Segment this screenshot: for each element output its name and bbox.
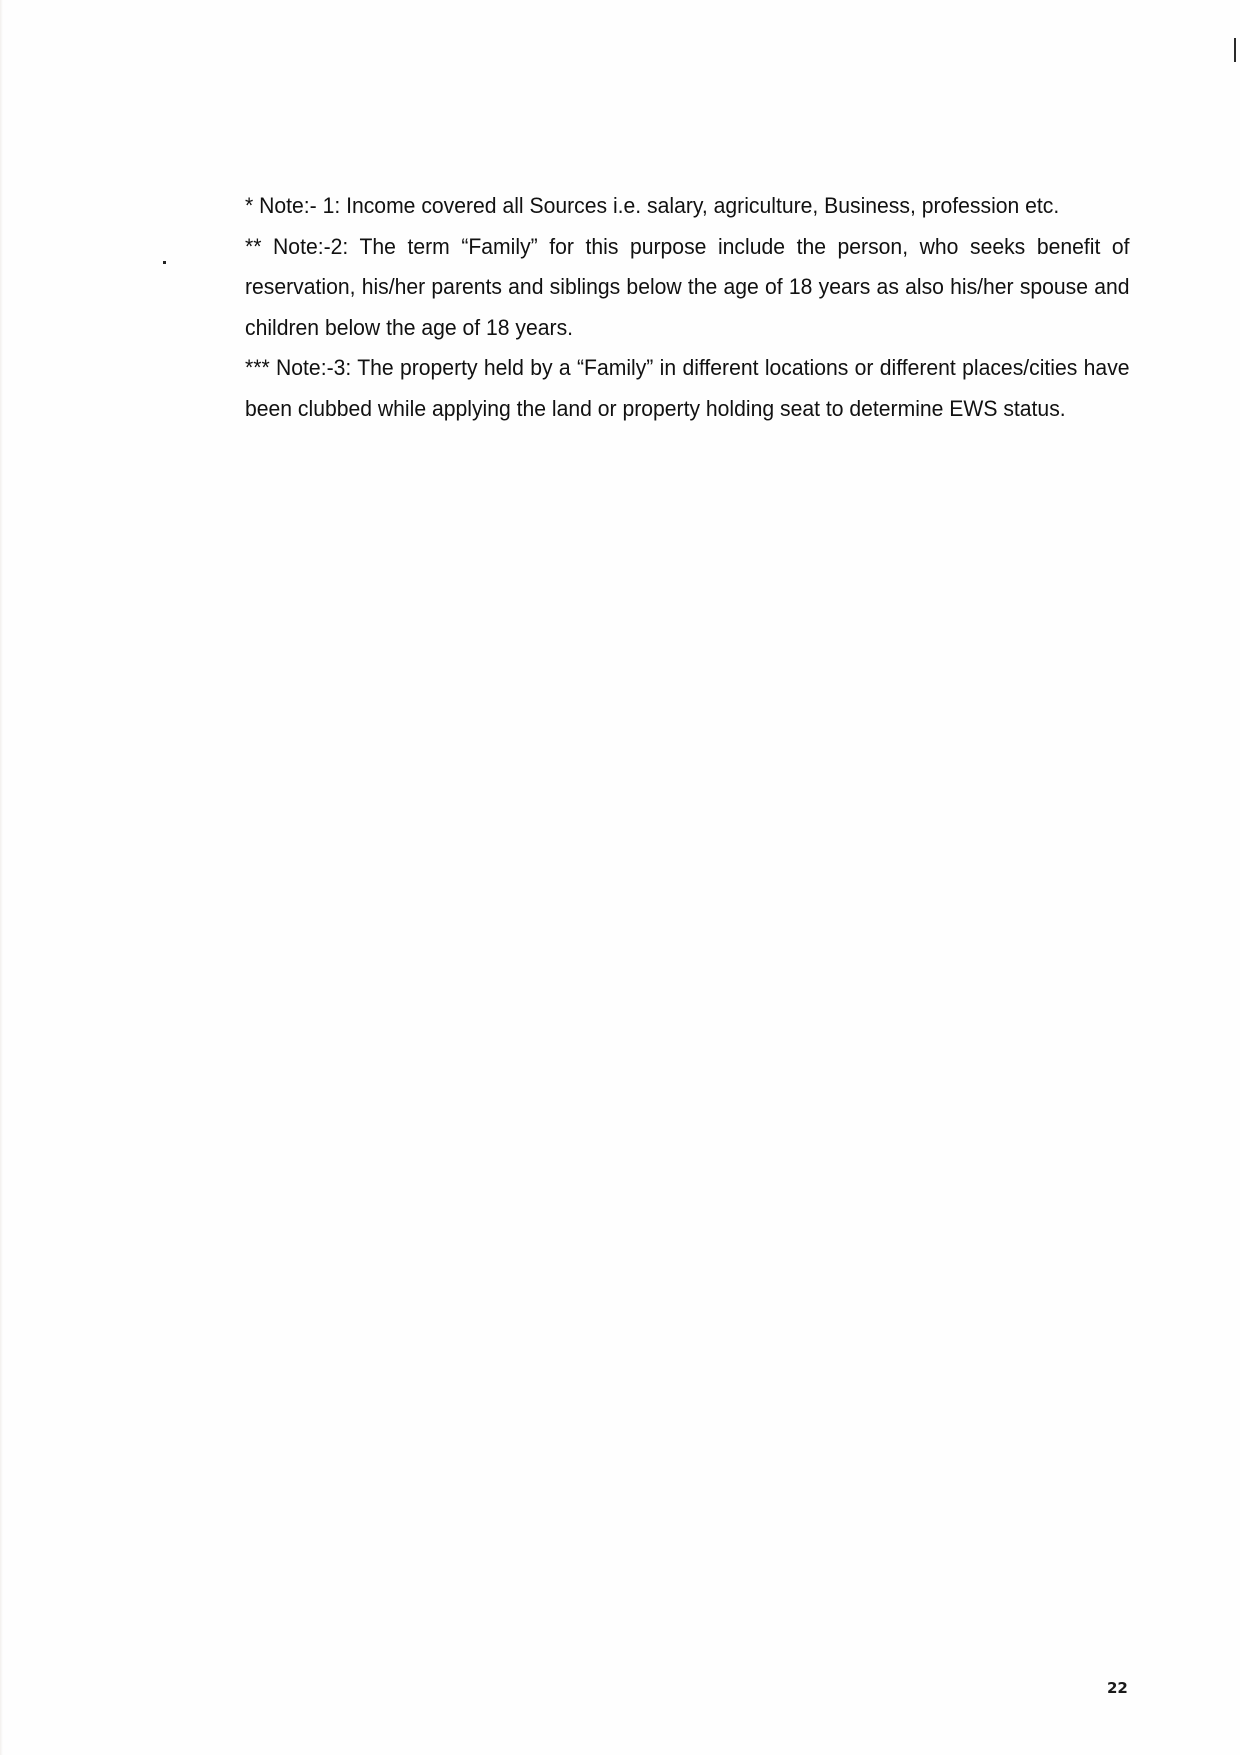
note-1: * Note:- 1: Income covered all Sources i.e. salary, agriculture, Business, profession etc.	[245, 193, 1060, 218]
page-number: 22	[1107, 1679, 1128, 1697]
scan-dot	[163, 261, 166, 264]
note-3: *** Note:-3: The property held by a “Family” in different locations or different places/cities have been clubbed while applying the land or property holding seat to determine EWS status.	[245, 355, 1130, 421]
note-2: ** Note:-2: The term “Family” for this purpose include the person, who seeks benefit of reservation, his/her parents and siblings below the age of 18 years as also his/her spouse and children below the age of 18 years.	[245, 233, 1130, 340]
scan-mark	[1234, 38, 1236, 62]
page-edge	[0, 0, 3, 1755]
notes-section	[245, 186, 1130, 429]
